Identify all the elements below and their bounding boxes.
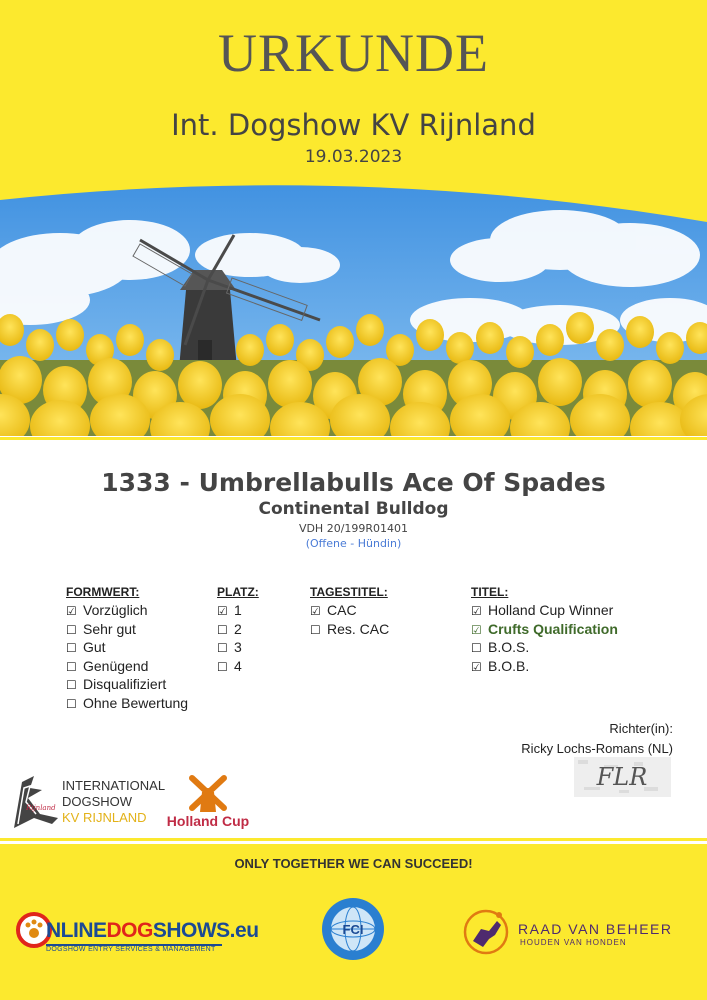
judge-name: Ricky Lochs-Romans (NL) — [521, 741, 673, 756]
dog-name: 1333 - Umbrellabulls Ace Of Spades — [101, 468, 606, 497]
checkbox-label: Crufts Qualification — [488, 620, 618, 637]
checkbox-item — [471, 602, 618, 621]
checkbox-label: B.O.B. — [488, 657, 530, 674]
checkbox-label: 2 — [234, 620, 242, 637]
platz-column — [217, 585, 259, 676]
checkbox-label: Ohne Bewertung — [83, 694, 189, 711]
checked-box-icon: ☑ — [310, 604, 321, 618]
checkbox-label: Sehr gut — [83, 620, 136, 637]
checked-box-icon: ☑ — [471, 622, 482, 637]
dog-breed: Continental Bulldog — [258, 499, 449, 519]
checkbox-item — [66, 639, 188, 658]
raad-van-beheer-text: RAAD VAN BEHEER — [518, 921, 673, 937]
unchecked-box-icon: ☐ — [217, 659, 228, 674]
unchecked-box-icon: ☐ — [217, 641, 228, 655]
checkbox-item — [471, 639, 618, 658]
show-class: (Offene - Hündin) — [305, 537, 402, 550]
raad-van-beheer-dog-icon — [459, 907, 513, 957]
svg-text:FLR: FLR — [596, 763, 648, 791]
unchecked-box-icon: ☐ — [66, 696, 77, 711]
checkbox-label: 1 — [234, 602, 242, 618]
event-name: Int. Dogshow KV Rijnland — [171, 108, 536, 142]
holland-cup-text: Holland Cup — [166, 813, 250, 829]
unchecked-box-icon: ☐ — [66, 641, 77, 655]
checkbox-label: Disqualifiziert — [83, 676, 167, 692]
checkbox-item — [310, 602, 389, 621]
formwert-column — [66, 585, 188, 713]
checkbox-label: Res. CAC — [327, 620, 390, 637]
checkbox-item — [310, 621, 389, 640]
checkbox-item — [217, 658, 259, 677]
unchecked-box-icon: ☐ — [471, 641, 482, 655]
formwert-heading: FORMWERT: — [66, 585, 140, 599]
judge-signature — [574, 757, 671, 797]
international-dogshow-text: INTERNATIONAL DOGSHOW KV RIJNLAND — [62, 778, 166, 825]
raad-van-beheer-subtitle: HOUDEN VAN HONDEN — [520, 938, 627, 947]
checkbox-label: Vorzüglich — [83, 602, 148, 618]
checkbox-item — [66, 658, 188, 677]
checkbox-label: 4 — [234, 657, 242, 674]
checked-box-icon: ☑ — [66, 604, 77, 618]
unchecked-box-icon: ☐ — [310, 622, 321, 637]
titel-column — [471, 585, 618, 676]
fci-logo-icon — [320, 896, 386, 962]
judge-label: Richter(in): — [609, 721, 673, 736]
checkbox-item — [66, 695, 188, 714]
checked-box-icon: ☑ — [471, 659, 482, 674]
checkbox-item — [471, 621, 618, 640]
titel-heading: TITEL: — [471, 585, 509, 599]
checked-box-icon: ☑ — [217, 604, 228, 618]
checkbox-item — [217, 602, 259, 621]
checkbox-label: Genügend — [83, 657, 149, 674]
windmill-tulip-image — [0, 170, 707, 436]
unchecked-box-icon: ☐ — [217, 622, 228, 637]
checkbox-item — [217, 639, 259, 658]
checkbox-label: Gut — [83, 639, 106, 655]
checkbox-label: Holland Cup Winner — [488, 602, 614, 618]
certificate-title: URKUNDE — [218, 23, 489, 83]
divider-bottom — [0, 838, 707, 841]
checkbox-label: CAC — [327, 602, 357, 618]
unchecked-box-icon: ☐ — [66, 678, 77, 692]
checkbox-label: 3 — [234, 639, 242, 655]
onlinedogshows-text: NLINEDOGSHOWS.eu — [46, 919, 259, 942]
checkbox-item — [471, 658, 618, 677]
checkbox-item — [66, 602, 188, 621]
unchecked-box-icon: ☐ — [66, 659, 77, 674]
svg-text:FCI: FCI — [342, 922, 364, 937]
checkbox-item — [66, 676, 188, 695]
event-date: 19.03.2023 — [304, 147, 403, 167]
checked-box-icon: ☑ — [471, 604, 482, 618]
checkbox-label: B.O.S. — [488, 639, 530, 655]
tagestitel-heading: TAGESTITEL: — [310, 585, 388, 599]
registration-number: VDH 20/199R01401 — [298, 522, 409, 535]
onlinedogshows-subtitle: DOGSHOW ENTRY SERVICES & MANAGEMENT — [46, 946, 216, 953]
checkbox-item — [217, 621, 259, 640]
tagestitel-column — [310, 585, 389, 639]
checkbox-item — [66, 621, 188, 640]
platz-heading: PLATZ: — [217, 585, 259, 599]
unchecked-box-icon: ☐ — [66, 622, 77, 637]
divider-top — [0, 437, 707, 440]
footer-slogan: ONLY TOGETHER WE CAN SUCCEED! — [234, 856, 473, 871]
svg-text:Rijnland: Rijnland — [26, 804, 56, 812]
